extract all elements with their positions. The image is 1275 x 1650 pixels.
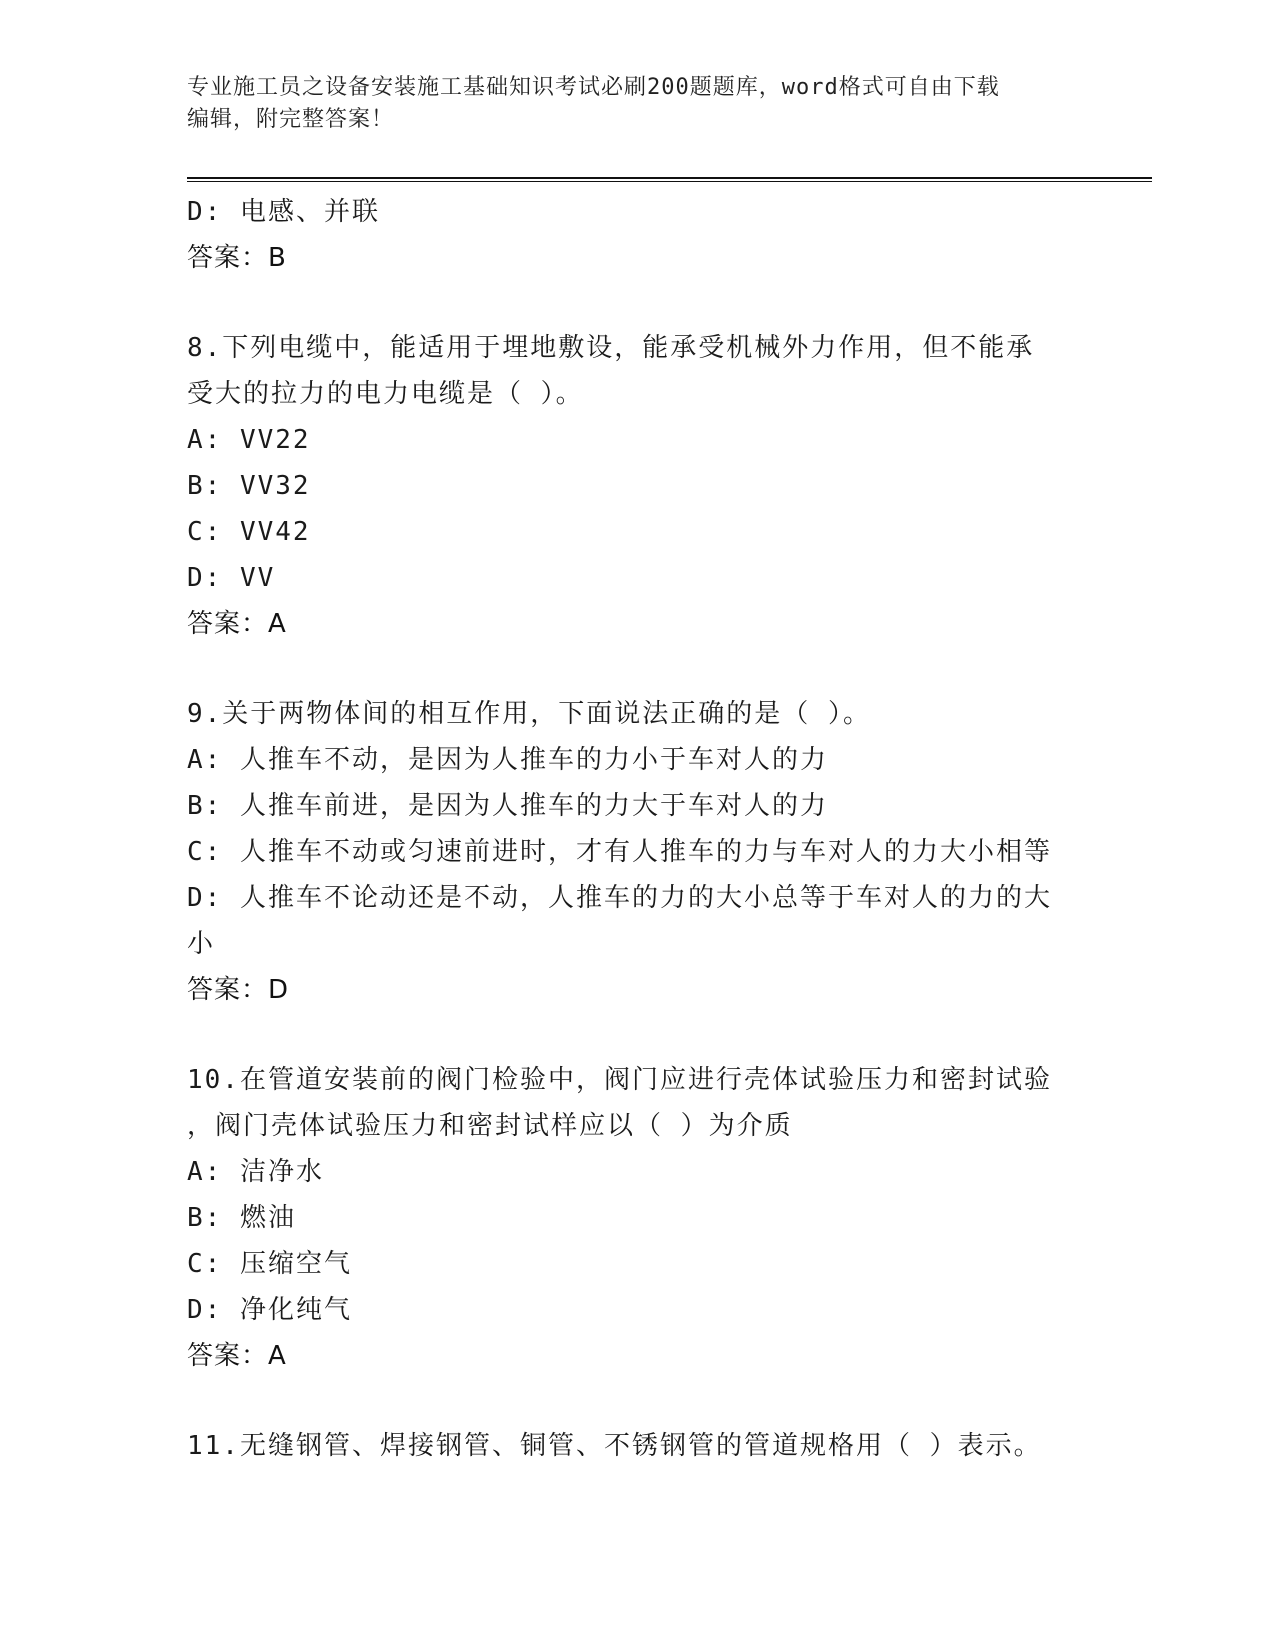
document-header bbox=[187, 72, 1087, 136]
answer-label: 答案：D bbox=[187, 975, 290, 1005]
option-a: A: VV22 bbox=[187, 425, 311, 455]
option-d: D: 人推车不论动还是不动，人推车的力的大小总等于车对人的力的大 bbox=[187, 883, 1052, 913]
option-d-continued: 小 bbox=[187, 929, 216, 959]
question-10 bbox=[187, 1057, 1087, 1379]
question-stem-continued: ，阀门壳体试验压力和密封试样应以（ ）为介质 bbox=[187, 1111, 793, 1141]
header-divider bbox=[187, 177, 1152, 182]
answer-label: 答案：A bbox=[187, 1341, 287, 1371]
question-7-tail bbox=[187, 189, 1087, 281]
question-11 bbox=[187, 1423, 1087, 1469]
answer-label: 答案：A bbox=[187, 609, 287, 639]
question-stem: 9.关于两物体间的相互作用，下面说法正确的是（ ）。 bbox=[187, 699, 871, 729]
option-a: A: 洁净水 bbox=[187, 1157, 324, 1187]
header-title-line-2: 编辑，附完整答案！ bbox=[187, 107, 395, 132]
question-list bbox=[187, 189, 1087, 1469]
question-spacer bbox=[187, 1013, 1087, 1057]
option-b: B: 燃油 bbox=[187, 1203, 296, 1233]
option-b: B: VV32 bbox=[187, 471, 311, 501]
question-8 bbox=[187, 325, 1087, 647]
option-d: D: 净化纯气 bbox=[187, 1295, 352, 1325]
option-d: D: VV bbox=[187, 563, 276, 593]
option-d: D: 电感、并联 bbox=[187, 197, 380, 227]
header-title-line-1: 专业施工员之设备安装施工基础知识考试必刷200题题库，word格式可自由下载 bbox=[187, 75, 1000, 100]
option-c: C: 压缩空气 bbox=[187, 1249, 352, 1279]
option-a: A: 人推车不动，是因为人推车的力小于车对人的力 bbox=[187, 745, 828, 775]
question-9 bbox=[187, 691, 1087, 1013]
option-c: C: VV42 bbox=[187, 517, 311, 547]
question-stem-continued: 受大的拉力的电力电缆是（ ）。 bbox=[187, 379, 584, 409]
answer-label: 答案：B bbox=[187, 243, 287, 273]
question-spacer bbox=[187, 1379, 1087, 1423]
question-spacer bbox=[187, 281, 1087, 325]
option-c: C: 人推车不动或匀速前进时，才有人推车的力与车对人的力大小相等 bbox=[187, 837, 1052, 867]
question-stem: 10.在管道安装前的阀门检验中，阀门应进行壳体试验压力和密封试验 bbox=[187, 1065, 1052, 1095]
question-spacer bbox=[187, 647, 1087, 691]
question-stem: 8.下列电缆中，能适用于埋地敷设，能承受机械外力作用，但不能承 bbox=[187, 333, 1035, 363]
question-stem: 11.无缝钢管、焊接钢管、铜管、不锈钢管的管道规格用（ ）表示。 bbox=[187, 1431, 1042, 1461]
option-b: B: 人推车前进，是因为人推车的力大于车对人的力 bbox=[187, 791, 828, 821]
